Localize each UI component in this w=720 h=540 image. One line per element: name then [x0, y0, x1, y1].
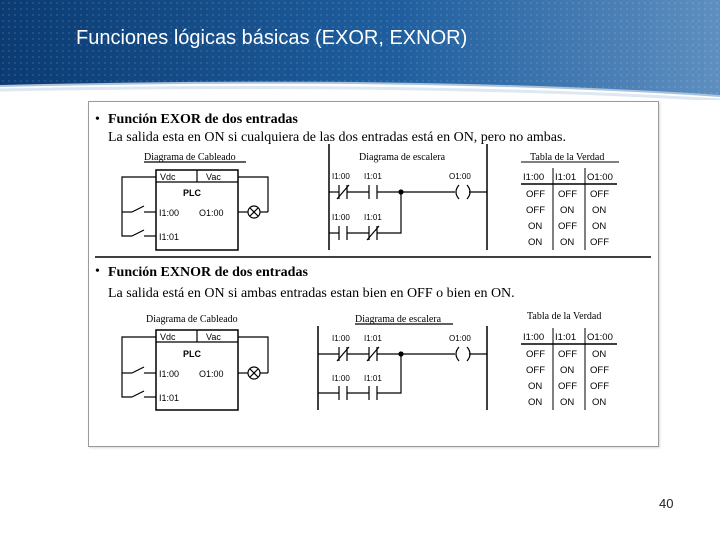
contact-label: I1:00 [332, 374, 350, 383]
table-cell: ON [592, 205, 607, 216]
table-cell: OFF [526, 189, 545, 200]
table-cell: OFF [590, 365, 609, 376]
table-cell: OFF [558, 349, 577, 360]
switch-icon [132, 206, 144, 212]
plc-vdc-label: Vdc [160, 172, 176, 182]
table-cell: ON [528, 237, 543, 248]
plc-input0-label: I1:00 [159, 208, 180, 218]
slide-header [0, 0, 720, 100]
section-description: La salida está en ON si ambas entradas estan bien en OFF o bien en ON. [108, 286, 515, 301]
wiring-diagram-label: Diagrama de Cableado [144, 152, 236, 163]
contact-label: I1:00 [332, 213, 350, 222]
table-cell: OFF [590, 381, 609, 392]
truth-table [521, 152, 619, 250]
plc-name-label: PLC [183, 349, 201, 359]
coil-icon [456, 347, 459, 361]
plc-name-label: PLC [183, 188, 201, 198]
table-cell: ON [592, 349, 607, 360]
plc-input1-label: I1:01 [159, 393, 180, 403]
table-cell: ON [528, 221, 543, 232]
table-cell: ON [592, 221, 607, 232]
ladder-diagram-label: Diagrama de escalera [359, 152, 446, 163]
table-cell: OFF [526, 205, 545, 216]
table-cell: OFF [590, 189, 609, 200]
ladder-diagram-label: Diagrama de escalera [355, 314, 442, 325]
table-header-cell: I1:01 [555, 332, 577, 343]
contact-label: I1:01 [364, 213, 382, 222]
table-cell: OFF [558, 381, 577, 392]
slide-title: Funciones lógicas básicas (EXOR, EXNOR) [76, 27, 468, 49]
plc-input0-label: I1:00 [159, 369, 180, 379]
page-number: 40 [659, 496, 674, 511]
table-cell: ON [560, 205, 575, 216]
wiring-diagram [122, 314, 268, 410]
table-cell: ON [560, 397, 575, 408]
header-background [0, 0, 720, 100]
truth-table [521, 311, 617, 410]
plc-output-label: O1:00 [199, 208, 224, 218]
plc-vac-label: Vac [206, 332, 221, 342]
switch-icon [132, 230, 144, 236]
plc-vac-label: Vac [206, 172, 221, 182]
ladder-diagram [329, 144, 487, 250]
section-heading: Función EXOR de dos entradas [108, 112, 298, 127]
exnor-section [95, 264, 617, 410]
plc-output-label: O1:00 [199, 369, 224, 379]
coil-icon [456, 185, 459, 199]
content-figure [88, 101, 659, 447]
table-cell: ON [592, 397, 607, 408]
switch-icon [132, 367, 144, 373]
table-cell: OFF [526, 365, 545, 376]
contact-label: I1:00 [332, 172, 350, 181]
contact-label: I1:01 [364, 334, 382, 343]
coil-label: O1:00 [449, 334, 471, 343]
input-wire [122, 337, 156, 397]
table-cell: ON [560, 365, 575, 376]
table-header-cell: I1:00 [523, 172, 545, 183]
contact-label: I1:00 [332, 334, 350, 343]
output-wire [238, 177, 268, 212]
table-cell: ON [528, 397, 543, 408]
coil-label: O1:00 [449, 172, 471, 181]
plc-vdc-label: Vdc [160, 332, 176, 342]
table-header-cell: I1:00 [523, 332, 545, 343]
switch-icon [132, 391, 144, 397]
table-cell: OFF [526, 349, 545, 360]
wiring-diagram [122, 152, 268, 250]
table-cell: OFF [558, 189, 577, 200]
truth-table-label: Tabla de la Verdad [527, 311, 602, 322]
section-heading: Función EXNOR de dos entradas [108, 265, 308, 280]
contact-label: I1:01 [364, 172, 382, 181]
table-cell: OFF [590, 237, 609, 248]
table-cell: ON [528, 381, 543, 392]
bullet: • [95, 264, 100, 279]
table-header-cell: O1:00 [587, 172, 613, 183]
logic-functions-figure [89, 102, 658, 446]
plc-input1-label: I1:01 [159, 232, 180, 242]
bullet: • [95, 112, 100, 127]
contact-label: I1:01 [364, 374, 382, 383]
truth-table-label: Tabla de la Verdad [530, 152, 605, 163]
exor-section [95, 112, 619, 250]
table-header-cell: I1:01 [555, 172, 577, 183]
ladder-diagram [318, 314, 487, 410]
section-description: La salida esta en ON si cualquiera de las dos entradas está en ON, pero no ambas. [108, 130, 566, 145]
table-cell: OFF [558, 221, 577, 232]
wiring-diagram-label: Diagrama de Cableado [146, 314, 238, 325]
input-wire [122, 177, 156, 236]
table-cell: ON [560, 237, 575, 248]
table-header-cell: O1:00 [587, 332, 613, 343]
